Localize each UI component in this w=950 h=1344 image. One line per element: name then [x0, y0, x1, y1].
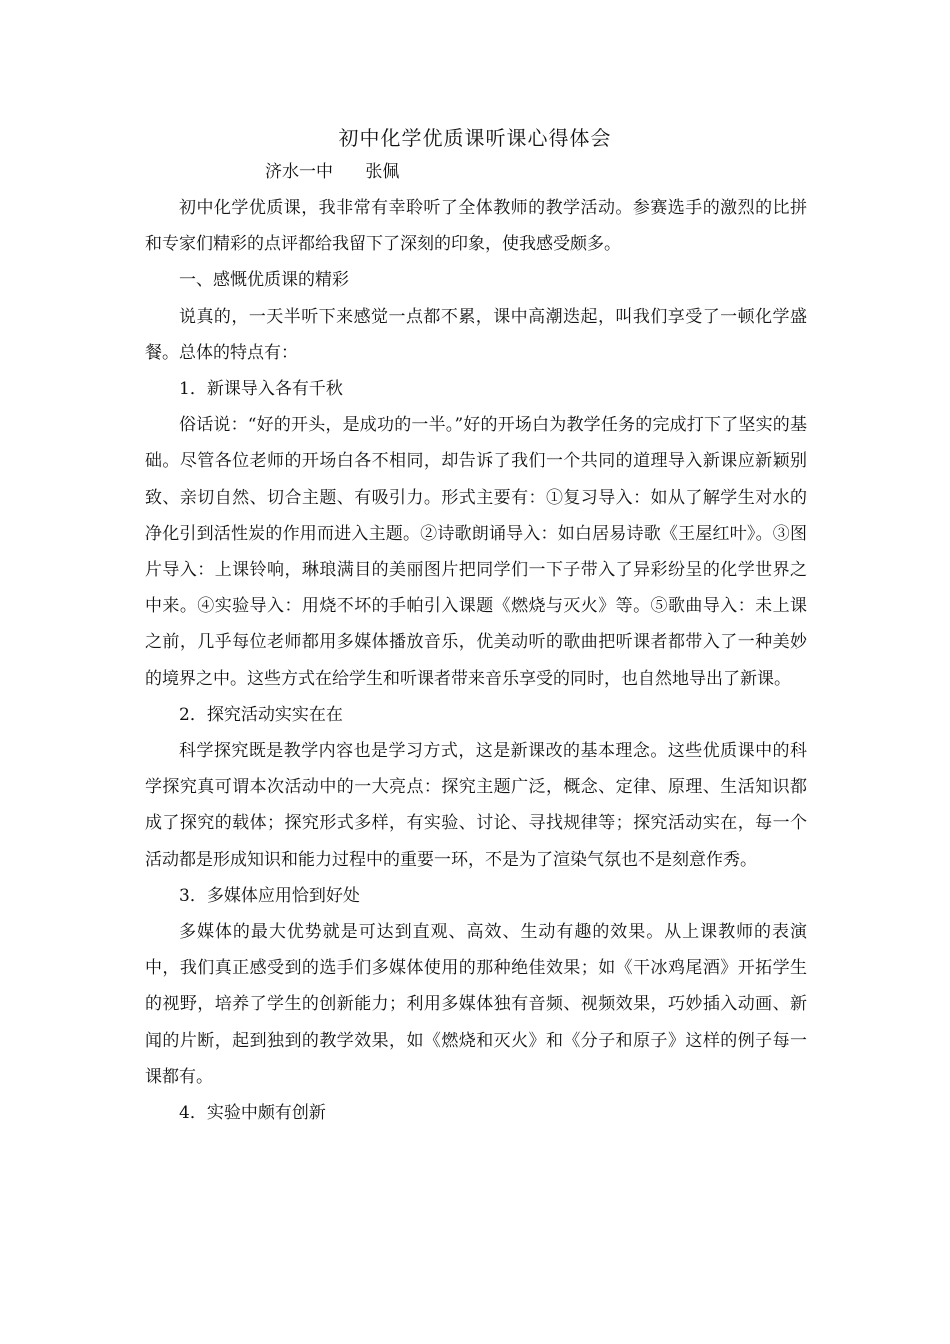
paragraph: 说真的，一天半听下来感觉一点都不累，课中高潮迭起，叫我们享受了一顿化学盛餐。总体的特点有： — [145, 306, 807, 363]
paragraph-intro: 初中化学优质课，我非常有幸聆听了全体教师的教学活动。参赛选手的激烈的比拼和专家们精彩的点评都给我留下了深刻的印象，使我感受颇多。 — [145, 198, 807, 255]
author-byline: 济水一中 张佩 — [265, 162, 400, 182]
subheading-3: 3．多媒体应用恰到好处 — [179, 885, 360, 906]
paragraph: 俗话说：“好的开头，是成功的一半。”好的开场白为教学任务的完成打下了坚实的基础。尽管各位老师的开场白各不相同，却告诉了我们一个共同的道理导入新课应新颖别致、亲切自然、切合主题、有吸引力。形式主要有：①复习导入：如从了解学生对水的净化引到活性炭的作用而进入主题。②诗歌朗诵导入：如白居易诗歌《王屋红叶》。③图片导入：上课铃响，琳琅满目的美丽图片把同学们一下子带入了异彩纷呈的化学世界之中来。④实验导入：用烧不坏的手帕引入课题《燃烧与灭火》等。⑤歌曲导入：未上课之前，几乎每位老师都用多媒体播放音乐，优美动听的歌曲把听课者都带入了一种美妙的境界之中。这些方式在给学生和听课者带来音乐享受的同时，也自然地导出了新课。 — [145, 415, 807, 689]
subheading-1: 1．新课导入各有千秋 — [179, 379, 343, 400]
paragraph: 科学探究既是教学内容也是学习方式，这是新课改的基本理念。这些优质课中的科学探究真可谓本次活动中的一大亮点：探究主题广泛，概念、定律、原理、生活知识都成了探究的载体；探究形式多样，有实验、讨论、寻找规律等；探究活动实在，每一个活动都是形成知识和能力过程中的重要一环，不是为了渲染气氛也不是刻意作秀。 — [145, 741, 807, 870]
paragraph: 多媒体的最大优势就是可达到直观、高效、生动有趣的效果。从上课教师的表演中，我们真正感受到的选手们多媒体使用的那种绝佳效果；如《干冰鸡尾酒》开拓学生的视野，培养了学生的创新能力；利用多媒体独有音频、视频效果，巧妙插入动画、新闻的片断，起到独到的教学效果，如《燃烧和灭火》和《分子和原子》这样的例子每一课都有。 — [145, 922, 807, 1087]
section-heading-1: 一、感慨优质课的精彩 — [179, 270, 349, 291]
subheading-4: 4．实验中颇有创新 — [179, 1103, 326, 1124]
subheading-2: 2．探究活动实实在在 — [179, 704, 343, 725]
document-body — [145, 190, 807, 1131]
document-title: 初中化学优质课听课心得体会 — [338, 126, 612, 150]
